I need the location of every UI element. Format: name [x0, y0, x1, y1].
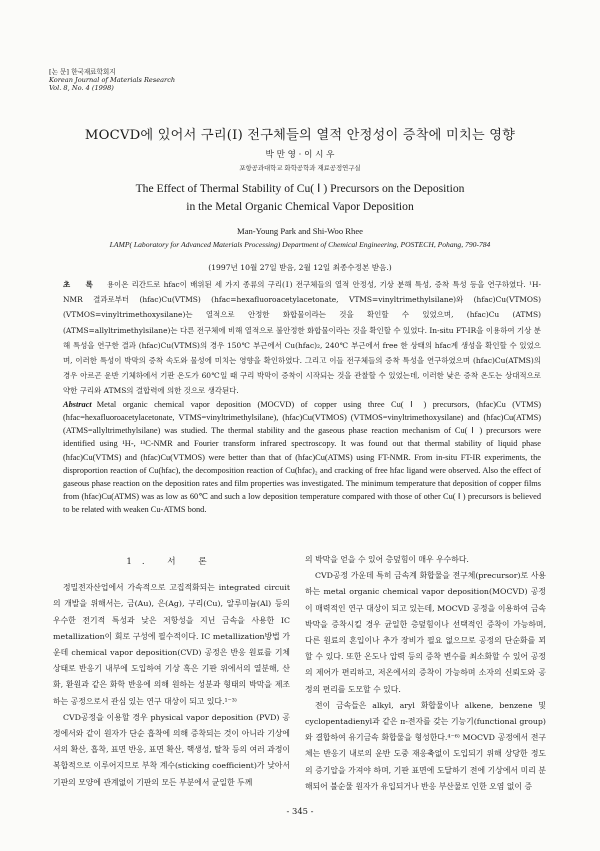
english-abstract-label: Abstract — [63, 400, 92, 409]
page-number: - 345 - — [286, 806, 314, 816]
right-column — [305, 552, 546, 795]
english-authors: Man-Young Park and Shi-Woo Rhee — [237, 226, 363, 236]
english-abstract-text: Metal organic chemical vapor deposition (MOCVD) of copper using three Cu( Ⅰ ) precursors, (hfac)Cu (VTMS) (hfac=hexafluoroacetylacetonate, VTMS=vinyltrimethylsilane), (hfac)Cu(VTMOS) (VTMOS=vinyltrimethoxysilane) and (hfac)Cu(ATMS) (ATMS=allyltrimethylsilane) was studied. The thermal stability and the gaseous phase reaction mechanism of Cu( Ⅰ ) precursors were identified using ¹H-, ¹³C-NMR and Fourier transform infrared spectroscopy. It was found out that thermal stability of liquid phase (hfac)Cu(VTMS) and (hfac)Cu(VTMOS) were better than that of (hfac)Cu(ATMS) using FT-NMR. From in-situ FT-IR experiments, the disproportion reaction of Cu(hfac), the decomposition reaction of Cu(hfac)₂ and cracking of free hfac ligand were observed. Also the effect of gaseous phase reaction on the deposition rates and film properties was investigated. The minimum temperature that deposition of copper films from (hfac)Cu(ATMS) was as low as 60℃ and such a low deposition temperature compared with those of other Cu( Ⅰ ) precursors is believed to be related with weaken Cu-ATMS bond. — [63, 400, 541, 515]
english-title-line-1: The Effect of Thermal Stability of Cu( Ⅰ ) Precursors on the Deposition — [135, 182, 465, 195]
english-title-line-2: in the Metal Organic Chemical Vapor Deposition — [186, 200, 414, 213]
left-column — [53, 552, 290, 791]
intro-paragraph-2: CVD공정을 이용할 경우 physical vapor deposition (PVD) 공정에서와 같이 원자가 단순 흡착에 의해 증착되는 것이 아니라 기상에서의 확산, 흡착, 표면 반응, 표면 확산, 핵생성, 탈착 등의 여러 과정이 복합적으로 이루어지므로 부착 계수(sticking coefficient)가 낮아서 기판의 모양에 관계없이 기판의 모든 부분에서 균일한 두께 — [53, 712, 290, 787]
journal-korean-name: [논 문] 한국재료학회지 — [49, 68, 116, 76]
korean-abstract-label: 초 록 — [63, 280, 99, 289]
received-date: (1997년 10월 27일 받음, 2월 12일 최종수정본 받음.) — [208, 263, 392, 272]
journal-english-name: Korean Journal of Materials Research — [49, 76, 176, 85]
korean-affiliation: 포항공과대학교 화학공학과 재료공정연구실 — [239, 164, 361, 172]
english-abstract — [63, 398, 541, 516]
intro-paragraph-1: 정밀전자산업에서 가속적으로 고집적화되는 integrated circuit의 개발을 위해서는, 금(Au), 은(Ag), 구리(Cu), 알루미늄(Al) 등의 우수한 전기적 특성과 낮은 저항성을 지닌 금속을 사용한 IC metallization이 회로 구성에 필수적이다. IC metallization방법 가운데 chemical vapor deposition(CVD) 공정은 반응 원료를 기체 상태로 반응기 내부에 도입하여 기상 혹은 기판 위에서의 열분해, 산화, 환원과 같은 화학 반응에 의해 원하는 성분과 형태의 박막을 제조하는 공정으로서 관심 있는 연구 대상이 되고 있다.¹⁻³⁾ — [53, 583, 290, 706]
korean-abstract — [63, 277, 541, 399]
english-affiliation: LAMP( Laboratory for Advanced Materials Processing) Department of Chemical Engineering, POSTECH, Pohang, 790-784 — [109, 240, 491, 249]
section-title-introduction: 1. 서 론 — [126, 557, 217, 567]
korean-authors: 박 만 영 · 이 시 우 — [265, 150, 335, 160]
journal-volume: Vol. 8, No. 4 (1998) — [49, 84, 114, 93]
journal-header — [49, 68, 175, 93]
intro-paragraph-4: 전이 금속들은 alkyl, aryl 화합물이나 alkene, benzene 및 cyclopentadienyl과 같은 π-전자를 갖는 기능기(functional group)와 결합하여 유기금속 화합물을 형성한다.⁴⁻⁶⁾ MOCVD 공정에서 전구체는 반응기 내로의 운반 도중 재응축없이 도입되기 위해 상당한 정도의 증기압을 가져야 하며, 기판 표면에 도달하기 전에 기상에서 미리 분해되어 불순물 원자가 유입되거나 반응 부산물로 인한 오염 없이 증 — [305, 700, 546, 791]
intro-paragraph-3: CVD공정 가운데 특히 금속계 화합물을 전구체(precursor)로 사용하는 metal organic chemical vapor deposition(MOCVD) 공정이 매력적인 연구 대상이 되고 있는데, MOCVD 공정을 이용하여 금속 박막을 증착시킬 경우 균일한 층덮힘이나 선택적인 증착이 가능하며, 다른 원료의 혼입이나 추가 장비가 필요 없으므로 공정의 단순화를 꾀할 수 있다. 또한 온도나 압력 등의 증착 변수를 최소화할 수 있어 공정의 제어가 편리하고, 저온에서의 증착이 가능하며 소자의 신뢰도와 공정의 편리를 도모할 수 있다. — [305, 571, 546, 694]
korean-title: MOCVD에 있어서 구리(Ⅰ) 전구체들의 열적 안정성이 증착에 미치는 영향 — [84, 128, 516, 143]
korean-abstract-text: 용이온 리간드로 hfac이 배위된 세 가지 종류의 구리(Ⅰ) 전구체들의 열적 안정성, 기상 분해 특성, 증착 특성 등을 연구하였다. ¹H-NMR 결과로부터 (hfac)Cu(VTMS) (hfac=hexafluoroacetylacetonate, VTMS=vinyltrimethylsilane)와 (hfac)Cu(VTMOS) (VTMOS=vinyltrimethoxysilane)는 열적으로 안정한 화합물이라는 것을 확인할 수 있었으며, (hfac)Cu (ATMS) (ATMS=allyltrimethylsilane)는 다른 전구체에 비해 열적으로 불안정한 화합물이라는 것을 확인할 수 있었다. In-situ FT-IR을 이용하여 기상 분해 특성을 연구한 결과 (hfac)Cu(VTMS)의 경우 150℃ 부근에서 Cu(hfac)₂, 240℃ 부근에서 free 한 상태의 hfac계 생성을 확인할 수 있었으며, 이러한 특성이 박막의 증착 속도와 물성에 미치는 영향을 확인하였다. 그리고 이들 전구체들의 증착 특성을 연구하였으며 (hfac)Cu(ATMS)의 경우 아르곤 운반 기체하에서 기판 온도가 60℃일 때 구리 박막이 증착이 시작되는 것을 관찰할 수 있었는데, 이러한 낮은 증착 온도는 상대적으로 약한 구리와 ATMS의 결합력에 의한 것으로 생각된다. — [63, 280, 541, 396]
english-title — [80, 180, 520, 216]
intro-paragraph-2-continued: 의 박막을 얻을 수 있어 층덮힘이 매우 우수하다. — [305, 555, 469, 564]
